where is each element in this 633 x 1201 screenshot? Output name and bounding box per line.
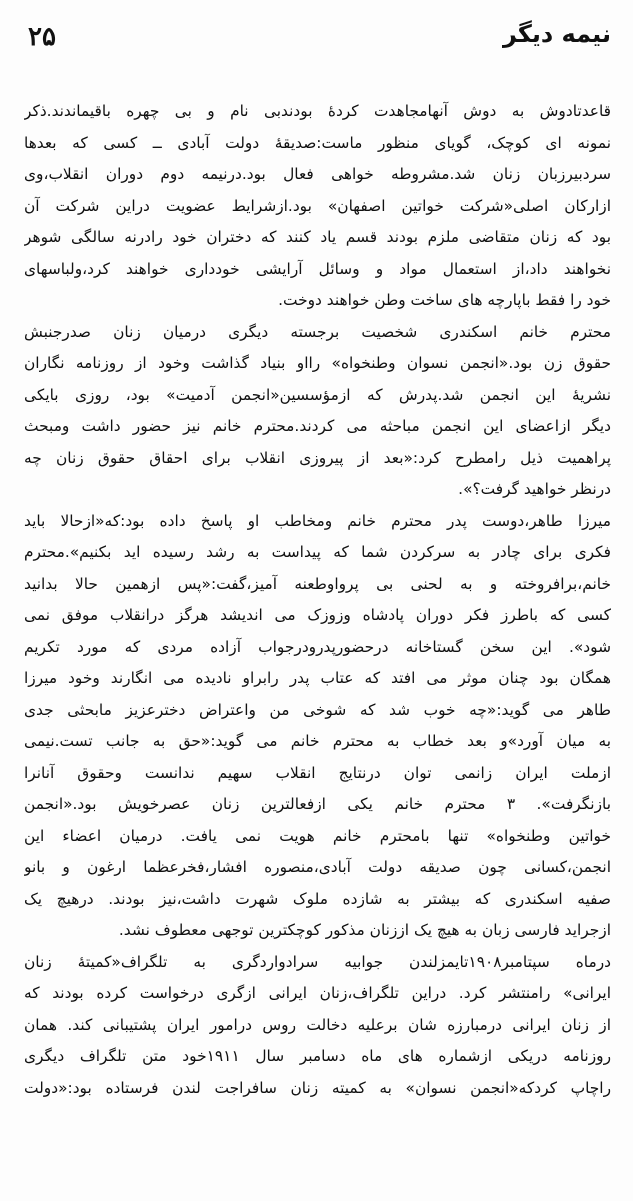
text-line: شود». این سخن گستاخانه درحضورپدرودرجواب آزاده مردی که مورد تکریم <box>24 637 611 656</box>
text-line: ازملت ایران زانمی توان درنتایج انقلاب سهیم ندانست وحقوق آنانرا <box>24 763 611 782</box>
text-line: به میان آورد»و بعد خطاب به محترم خانم می گوید:«حق به جانب تست.نیمی <box>24 732 611 750</box>
text-line: نشریهٔ این انجمن شد.پدرش که ازمؤسسین«انجمن آدمیت» بود، روزی بایکی <box>24 385 611 404</box>
text-line: طاهر می گوید:«چه خوب شد که شوخی من واعتراض دخترعزیز مابحثی جدی <box>24 700 611 719</box>
text-line: دیگر ازاعضای این انجمن مباحثه می کردند.محترم خانم نیز حضور داشت ومبحث <box>24 417 611 435</box>
text-line: همگان بود چنان موثر می افتد که عتاب پدر رابراو نادیده می انگارند وخود میرزا <box>24 669 611 687</box>
text-line: نخواهند داد،از استعمال مواد و وسائل آرایشی خودداری خواهند کرد،ولباسهای <box>24 259 611 278</box>
body-text <box>24 96 611 1104</box>
running-title: نیمه دیگر <box>502 20 611 48</box>
text-line: محترم خانم اسکندری شخصیت برجسته دیگری درمیان زنان صدرجنبش <box>24 322 611 341</box>
text-line: ایرانی» رامنتشر کرد. دراین تلگراف،زنان ایرانی ازگری درخواست کرده بودند که <box>24 984 611 1002</box>
text-line: بازنگرفت». ۳ محترم خانم یکی ازفعالترین زنان عصرخویش بود.«انجمن <box>24 795 611 813</box>
text-line: میرزا طاهر،دوست پدر محترم خانم ومخاطب او پاسخ داده بود:که«ازحالا باید <box>24 511 611 530</box>
text-line: خواتین وطنخواه» تنها بامحترم خانم هویت نمی یافت. درمیان اعضاء این <box>24 826 611 845</box>
text-line: خود را فقط باپارچه های ساخت وطن خواهند دوخت. <box>278 291 611 309</box>
text-line: انجمن،کسانی چون صدیقه دولت آبادی،منصوره افشار،فخرعظما ارغون و بانو <box>24 858 611 876</box>
text-line: صفیه اسکندری که بیشتر به شازده ملوک شهرت داشت،نیز بودند. درهیچ یک <box>24 889 611 908</box>
text-line: کسی که باطرز فکر دوران پادشاه وزوزک می اندیشد هرگز درانقلاب موفق نمی <box>24 606 611 624</box>
text-line: سردبیرزبان زنان شد.مشروطه خواهی فعال بود.درنیمه دوم دوران انقلاب،وی <box>24 165 611 183</box>
text-line: بود که زنان متقاضی ملزم بودند قسم یاد کنند که دختران خود رادرنه سالگی شوهر <box>24 228 611 246</box>
text-line: پراهمیت ذیل رامطرح کرد:«بعد از پیروزی انقلاب برای احقاق حقوق زنان چه <box>24 448 611 467</box>
text-line: فکری برای چادر به سرکردن شما که پیداست به رشد رسیده اید بکنیم».محترم <box>24 543 611 561</box>
text-line: درماه سپتامبر۱۹۰۸تایمزلندن جوابیه سرادواردگری به تلگراف«کمیتهٔ زنان <box>24 952 611 971</box>
text-line: راچاپ کردکه«انجمن نسوان» به کمیته زنان سافراجت لندن فرستاده بود:«دولت <box>24 1078 611 1097</box>
text-line: روزنامه دریکی ازشماره های ماه دسامبر سال ۱۹۱۱خود متن تلگراف دیگری <box>24 1047 611 1065</box>
text-line: ازجراید فارسی زبان به هیچ یک اززنان مذکور کوچکترین توجهی معطوف نشد. <box>118 921 611 939</box>
text-line: ازارکان اصلی«شرکت خواتین اصفهان» بود.ازشرایط عضویت دراین شرکت آن <box>24 196 611 215</box>
text-line: نمونه ای کوچک، گویای منظور ماست:صدیقهٔ دولت آبادی ــ کسی که بعدها <box>24 133 611 152</box>
text-line: از زنان ایرانی درمبارزه شان برعلیه دخالت روس درامور ایران پشتیبانی کند. همان <box>24 1015 611 1034</box>
page-header <box>18 14 613 64</box>
text-line: خانم،برافروخته و به لحنی بی پرواوطعنه آمیز،گفت:«پس ازهمین حالا بدانید <box>24 574 611 593</box>
text-line: درنظر خواهید گرفت؟». <box>458 480 611 498</box>
text-line: قاعدتادوش به دوش آنهامجاهدت کردهٔ بودندبی نام و بی چهره باقیماندند.ذکر <box>24 102 611 120</box>
page-number: ۲۵ <box>28 22 56 52</box>
text-line: حقوق زن بود.«انجمن نسوان وطنخواه» رااو بنیاد گذاشت وخود از روزنامه نگاران <box>24 354 611 372</box>
